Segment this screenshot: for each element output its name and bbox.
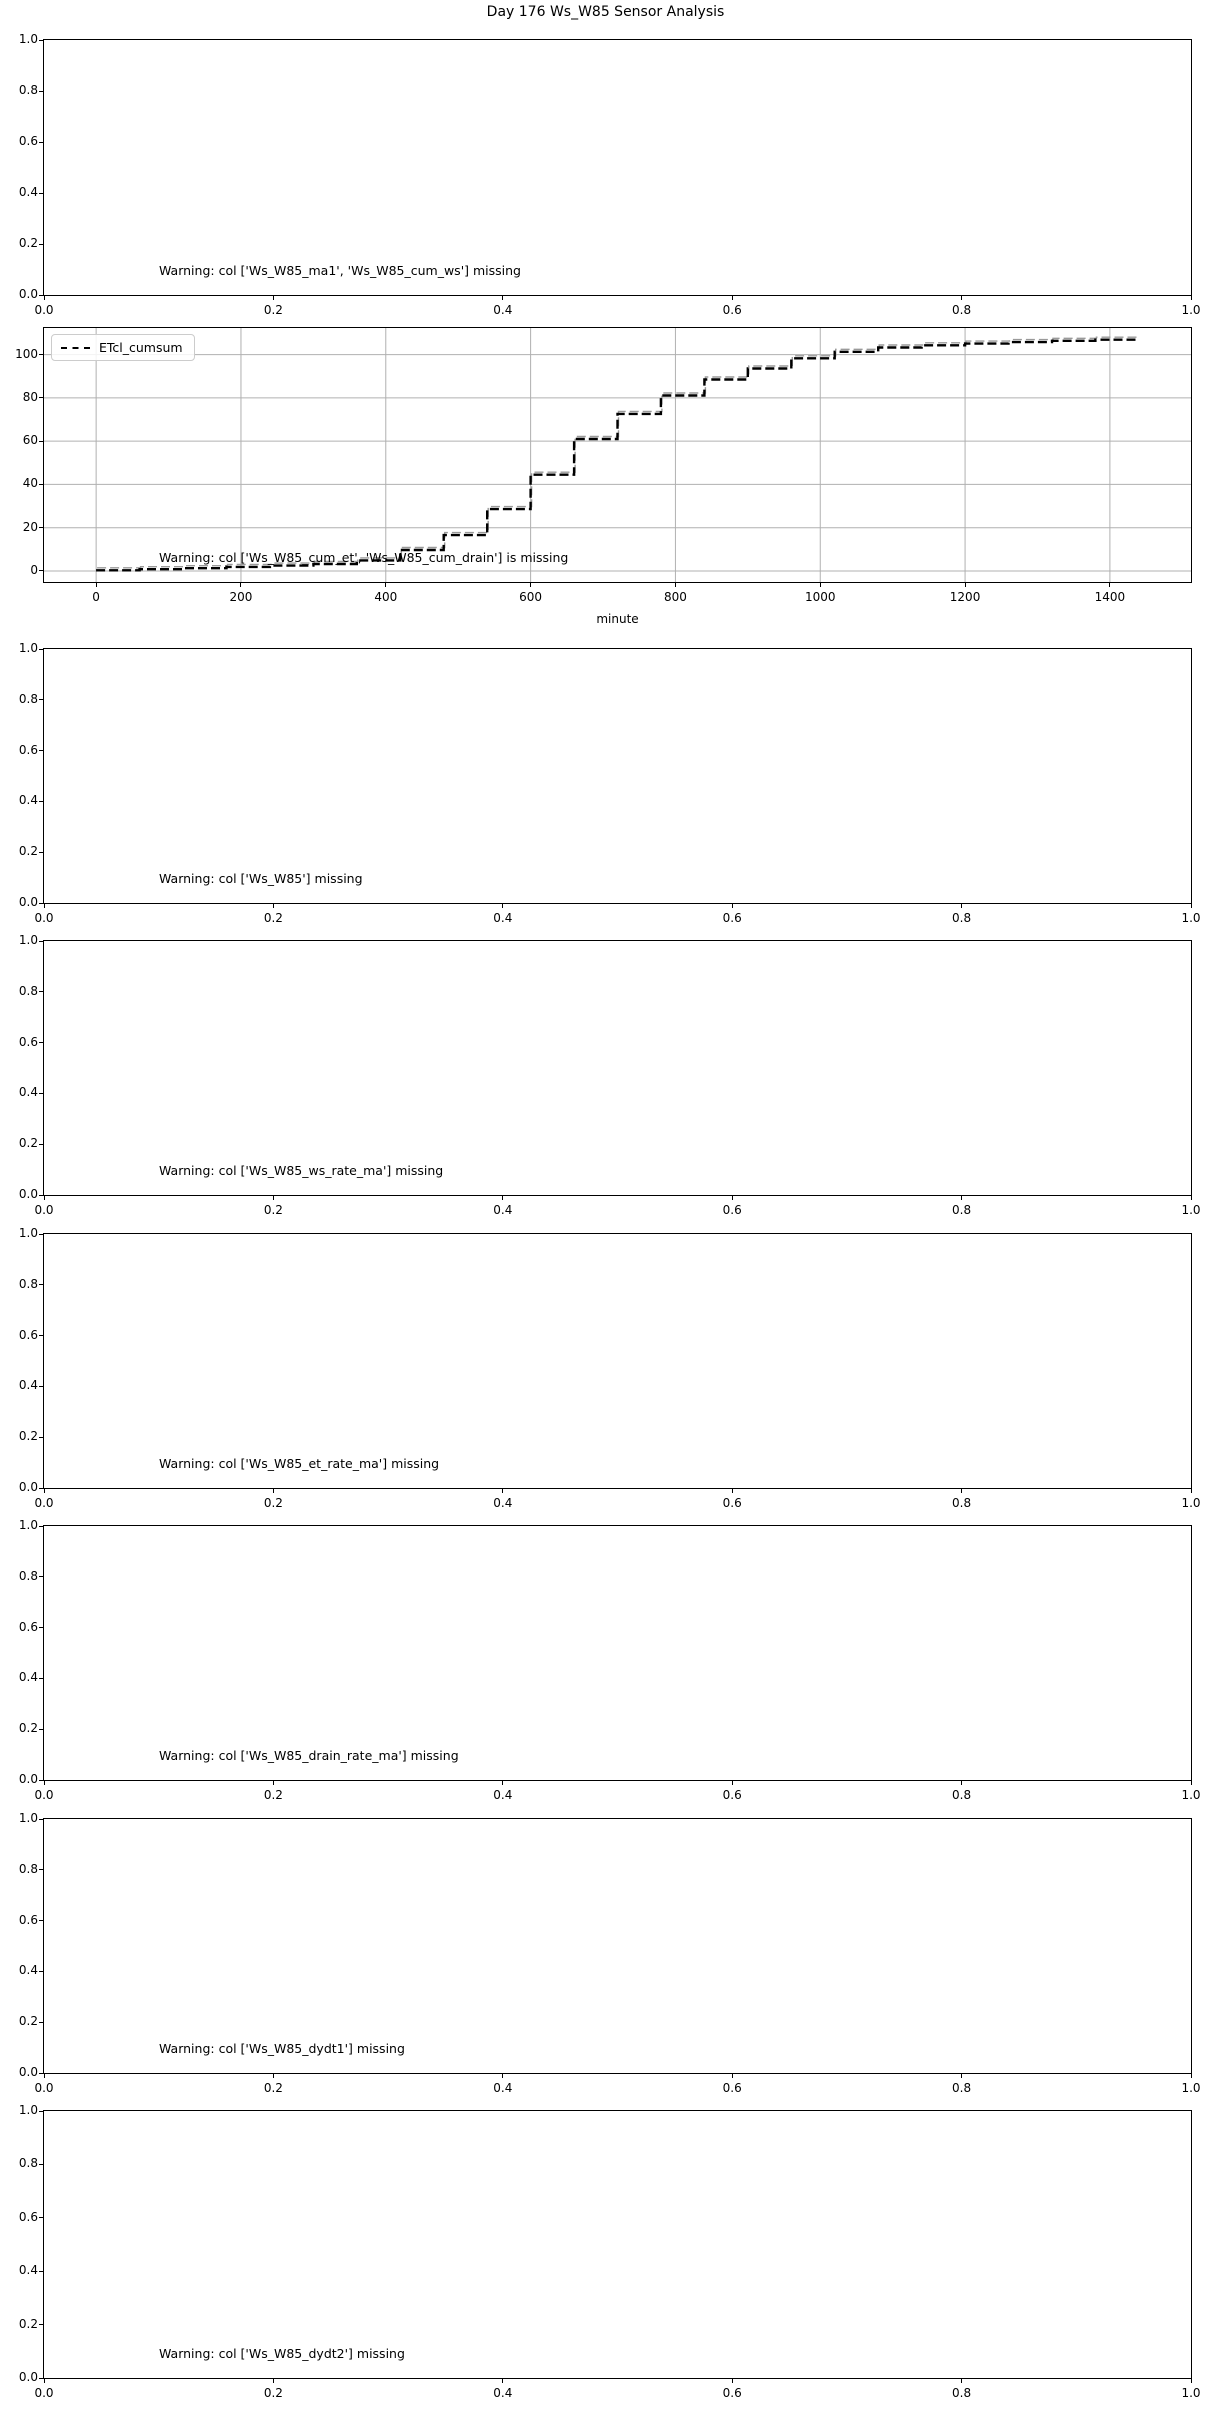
- y-tick-mark: [39, 1576, 43, 1577]
- y-tick-label: 0.6: [18, 742, 38, 757]
- y-tick-mark: [39, 441, 43, 442]
- y-tick-label: 0.4: [18, 1085, 38, 1100]
- legend-label: ETcl_cumsum: [99, 340, 183, 355]
- x-tick-mark: [1191, 2379, 1192, 2383]
- y-tick-label: 0.8: [18, 2156, 38, 2171]
- y-tick-label: 1.0: [18, 2103, 38, 2117]
- x-tick-mark: [502, 2074, 503, 2078]
- warning-text: Warning: col ['Ws_W85_cum_et', 'Ws_W85_cum_drain'] is missing: [159, 550, 569, 565]
- y-tick-mark: [39, 1284, 43, 1285]
- y-tick-label: 0.2: [18, 236, 38, 250]
- y-tick-label: 0.0: [18, 2370, 38, 2384]
- x-tick-label: 1.0: [1181, 911, 1201, 925]
- x-tick-label: 0.0: [34, 1496, 54, 1510]
- y-tick-mark: [39, 484, 43, 485]
- x-tick-mark: [1191, 296, 1192, 300]
- y-tick-mark: [39, 2073, 43, 2074]
- x-tick-mark: [273, 1781, 274, 1785]
- y-tick-label: 0: [30, 562, 38, 577]
- x-tick-mark: [961, 1489, 962, 1493]
- y-tick-label: 0.6: [18, 1034, 38, 1049]
- y-tick-label: 0.0: [18, 287, 38, 301]
- x-tick-mark: [732, 1781, 733, 1785]
- x-tick-label: 0.8: [952, 2386, 972, 2400]
- x-tick-label: 400: [374, 590, 398, 604]
- x-tick-mark: [732, 1489, 733, 1493]
- y-tick-label: 0.4: [18, 793, 38, 808]
- y-tick-label: 0.6: [18, 1619, 38, 1634]
- y-tick-label: 0.0: [18, 1772, 38, 1786]
- y-tick-mark: [39, 527, 43, 528]
- x-tick-label: 0.4: [493, 1496, 513, 1510]
- x-tick-mark: [44, 1196, 45, 1200]
- y-tick-label: 1.0: [18, 1226, 38, 1240]
- x-tick-label: 0.4: [493, 1788, 513, 1802]
- x-tick-label: 0.4: [493, 911, 513, 925]
- x-tick-label: 200: [229, 590, 253, 604]
- y-tick-label: 0.6: [18, 1912, 38, 1927]
- x-tick-label: 1000: [804, 590, 836, 604]
- y-tick-mark: [39, 1920, 43, 1921]
- x-tick-label: 0.0: [34, 2081, 54, 2095]
- y-tick-label: 0.6: [18, 2209, 38, 2224]
- x-tick-mark: [1191, 1196, 1192, 1200]
- y-tick-label: 40: [22, 476, 38, 491]
- y-tick-label: 0.8: [18, 1568, 38, 1583]
- y-tick-label: 0.4: [18, 1963, 38, 1978]
- x-tick-label: 1400: [1094, 590, 1126, 604]
- subplot-8-axes: [18, 2103, 1201, 2400]
- x-tick-mark: [961, 904, 962, 908]
- y-tick-mark: [39, 1971, 43, 1972]
- x-tick-mark: [44, 2379, 45, 2383]
- x-tick-mark: [273, 904, 274, 908]
- y-tick-mark: [39, 1335, 43, 1336]
- x-tick-mark: [961, 1781, 962, 1785]
- x-tick-mark: [502, 1781, 503, 1785]
- x-tick-mark: [502, 2379, 503, 2383]
- y-tick-label: 0.2: [18, 1721, 38, 1736]
- y-tick-label: 0.6: [18, 134, 38, 148]
- x-tick-mark: [732, 1196, 733, 1200]
- x-tick-label: 0.2: [263, 1496, 283, 1510]
- x-tick-label: 1.0: [1181, 303, 1201, 317]
- subplot-4-axes: [18, 933, 1201, 1217]
- x-tick-mark: [1109, 583, 1110, 587]
- x-tick-label: 0: [92, 590, 100, 604]
- x-tick-label: 0.0: [34, 2386, 54, 2400]
- x-tick-label: 0.8: [952, 1496, 972, 1510]
- y-tick-mark: [39, 142, 43, 143]
- y-tick-mark: [39, 1195, 43, 1196]
- x-tick-label: 1200: [949, 590, 981, 604]
- x-tick-label: 0.6: [722, 2386, 742, 2400]
- figure-title: Day 176 Ws_W85 Sensor Analysis: [486, 4, 725, 20]
- x-tick-mark: [961, 296, 962, 300]
- y-tick-mark: [39, 852, 43, 853]
- x-tick-label: 0.2: [263, 2081, 283, 2095]
- y-tick-mark: [39, 40, 43, 41]
- y-tick-label: 0.0: [18, 2065, 38, 2079]
- x-tick-mark: [732, 2074, 733, 2078]
- y-tick-label: 1.0: [18, 933, 38, 947]
- x-tick-label: 1.0: [1181, 1203, 1201, 1217]
- y-tick-mark: [39, 2022, 43, 2023]
- x-tick-label: 1.0: [1181, 1496, 1201, 1510]
- x-tick-mark: [44, 296, 45, 300]
- x-tick-label: 0.2: [263, 303, 283, 317]
- subplot-7-axes: [18, 1811, 1201, 2095]
- y-tick-mark: [39, 699, 43, 700]
- x-tick-mark: [273, 1196, 274, 1200]
- y-tick-label: 0.4: [18, 1670, 38, 1685]
- y-tick-mark: [39, 1869, 43, 1870]
- x-tick-mark: [961, 1196, 962, 1200]
- y-tick-label: 0.2: [18, 844, 38, 859]
- legend: [51, 334, 195, 361]
- y-tick-mark: [39, 1093, 43, 1094]
- x-tick-mark: [502, 1489, 503, 1493]
- y-tick-label: 0.6: [18, 1327, 38, 1342]
- legend-dashed-line-sample: [61, 347, 90, 349]
- y-tick-label: 0.2: [18, 2316, 38, 2331]
- y-tick-label: 0.2: [18, 1136, 38, 1151]
- x-tick-mark: [732, 2379, 733, 2383]
- x-tick-mark: [961, 2074, 962, 2078]
- y-tick-label: 0.4: [18, 2263, 38, 2278]
- y-tick-mark: [39, 397, 43, 398]
- y-tick-label: 0.8: [18, 1861, 38, 1876]
- y-tick-mark: [39, 2271, 43, 2272]
- y-tick-label: 0.4: [18, 185, 38, 199]
- x-tick-mark: [1191, 2074, 1192, 2078]
- y-tick-label: 100: [15, 346, 38, 361]
- warning-text: Warning: col ['Ws_W85_ma1', 'Ws_W85_cum_ws'] missing: [159, 263, 521, 278]
- y-tick-label: 1.0: [18, 1811, 38, 1825]
- subplot-3-axes: [18, 641, 1201, 925]
- x-tick-label: 800: [663, 590, 687, 604]
- y-tick-mark: [39, 750, 43, 751]
- x-tick-mark: [385, 583, 386, 587]
- y-tick-label: 1.0: [18, 32, 38, 46]
- y-tick-mark: [39, 649, 43, 650]
- y-tick-mark: [39, 1678, 43, 1679]
- y-tick-mark: [39, 2217, 43, 2218]
- y-tick-mark: [39, 1144, 43, 1145]
- y-tick-mark: [39, 193, 43, 194]
- y-tick-mark: [39, 941, 43, 942]
- x-tick-mark: [273, 2379, 274, 2383]
- subplot-6-axes: [18, 1518, 1201, 1802]
- x-tick-label: 0.8: [952, 911, 972, 925]
- x-tick-label: 0.8: [952, 1788, 972, 1802]
- warning-text: Warning: col ['Ws_W85'] missing: [159, 871, 363, 886]
- y-tick-label: 0.8: [18, 691, 38, 706]
- x-tick-label: 0.4: [493, 1203, 513, 1217]
- y-tick-mark: [39, 903, 43, 904]
- y-tick-mark: [39, 801, 43, 802]
- x-tick-mark: [530, 583, 531, 587]
- x-tick-mark: [44, 2074, 45, 2078]
- y-tick-mark: [39, 1729, 43, 1730]
- y-tick-label: 0.8: [18, 83, 38, 97]
- warning-text: Warning: col ['Ws_W85_dydt2'] missing: [159, 2346, 405, 2361]
- x-tick-mark: [273, 2074, 274, 2078]
- y-tick-label: 60: [22, 433, 38, 448]
- x-tick-mark: [502, 296, 503, 300]
- y-tick-label: 80: [22, 389, 38, 404]
- x-tick-label: 0.4: [493, 303, 513, 317]
- series-line-etcl-cumsum: [96, 340, 1139, 571]
- x-tick-label: 0.6: [722, 1496, 742, 1510]
- x-tick-mark: [273, 296, 274, 300]
- y-tick-mark: [39, 2378, 43, 2379]
- y-tick-mark: [39, 1526, 43, 1527]
- x-tick-label: 0.6: [722, 303, 742, 317]
- y-tick-label: 0.4: [18, 1378, 38, 1393]
- x-tick-mark: [732, 904, 733, 908]
- x-tick-label: 0.6: [722, 911, 742, 925]
- x-tick-label: 0.6: [722, 1203, 742, 1217]
- y-tick-label: 0.0: [18, 1480, 38, 1494]
- x-tick-label: 0.6: [722, 1788, 742, 1802]
- x-tick-label: 0.2: [263, 2386, 283, 2400]
- x-tick-label: 0.8: [952, 2081, 972, 2095]
- x-tick-label: 1.0: [1181, 2081, 1201, 2095]
- x-tick-mark: [732, 296, 733, 300]
- x-tick-mark: [44, 904, 45, 908]
- y-tick-label: 20: [22, 519, 38, 534]
- x-tick-mark: [961, 2379, 962, 2383]
- y-tick-mark: [39, 1437, 43, 1438]
- y-tick-mark: [39, 244, 43, 245]
- x-tick-mark: [965, 583, 966, 587]
- y-tick-mark: [39, 1386, 43, 1387]
- x-tick-label: 0.0: [34, 303, 54, 317]
- y-tick-label: 0.8: [18, 1276, 38, 1291]
- y-tick-label: 0.8: [18, 983, 38, 998]
- y-tick-label: 1.0: [18, 1518, 38, 1532]
- subplot-5-axes: [18, 1226, 1201, 1510]
- y-tick-mark: [39, 1627, 43, 1628]
- x-tick-mark: [1191, 1489, 1192, 1493]
- y-tick-mark: [39, 2111, 43, 2112]
- x-tick-mark: [502, 1196, 503, 1200]
- y-tick-mark: [39, 2164, 43, 2165]
- x-axis-label: minute: [596, 612, 639, 626]
- x-tick-label: 1.0: [1181, 2386, 1201, 2400]
- y-tick-mark: [39, 1042, 43, 1043]
- x-tick-label: 0.6: [722, 2081, 742, 2095]
- x-tick-mark: [675, 583, 676, 587]
- x-tick-mark: [1191, 904, 1192, 908]
- warning-text: Warning: col ['Ws_W85_dydt1'] missing: [159, 2041, 405, 2056]
- y-tick-mark: [39, 991, 43, 992]
- x-tick-label: 0.2: [263, 1788, 283, 1802]
- x-tick-label: 0.2: [263, 911, 283, 925]
- subplot-1-axes: [18, 32, 1201, 317]
- y-tick-label: 0.2: [18, 1429, 38, 1444]
- x-tick-label: 0.0: [34, 1203, 54, 1217]
- y-tick-mark: [39, 570, 43, 571]
- x-tick-label: 0.8: [952, 1203, 972, 1217]
- x-tick-mark: [502, 904, 503, 908]
- x-tick-mark: [44, 1781, 45, 1785]
- x-tick-label: 0.4: [493, 2081, 513, 2095]
- x-tick-mark: [240, 583, 241, 587]
- y-tick-mark: [39, 295, 43, 296]
- series-line-shadow: [97, 337, 1140, 568]
- x-tick-label: 1.0: [1181, 1788, 1201, 1802]
- x-tick-mark: [1191, 1781, 1192, 1785]
- x-tick-mark: [820, 583, 821, 587]
- y-tick-mark: [39, 1780, 43, 1781]
- x-tick-mark: [96, 583, 97, 587]
- y-tick-mark: [39, 2324, 43, 2325]
- y-tick-mark: [39, 354, 43, 355]
- x-tick-label: 600: [519, 590, 543, 604]
- x-tick-mark: [273, 1489, 274, 1493]
- y-tick-mark: [39, 1488, 43, 1489]
- x-tick-label: 0.0: [34, 911, 54, 925]
- warning-text: Warning: col ['Ws_W85_et_rate_ma'] missing: [159, 1456, 440, 1471]
- y-tick-mark: [39, 1819, 43, 1820]
- x-tick-label: 0.2: [263, 1203, 283, 1217]
- x-tick-mark: [44, 1489, 45, 1493]
- x-tick-label: 0.4: [493, 2386, 513, 2400]
- subplot-2-axes: [15, 327, 1192, 626]
- warning-text: Warning: col ['Ws_W85_drain_rate_ma'] missing: [159, 1748, 459, 1763]
- step-line-chart: [44, 328, 1191, 582]
- warning-text: Warning: col ['Ws_W85_ws_rate_ma'] missing: [159, 1163, 444, 1178]
- y-tick-label: 0.0: [18, 895, 38, 909]
- y-tick-mark: [39, 1234, 43, 1235]
- y-tick-mark: [39, 91, 43, 92]
- x-tick-label: 0.8: [952, 303, 972, 317]
- x-tick-label: 0.0: [34, 1788, 54, 1802]
- y-tick-label: 0.0: [18, 1187, 38, 1201]
- y-tick-label: 0.2: [18, 2014, 38, 2029]
- y-tick-label: 1.0: [18, 641, 38, 655]
